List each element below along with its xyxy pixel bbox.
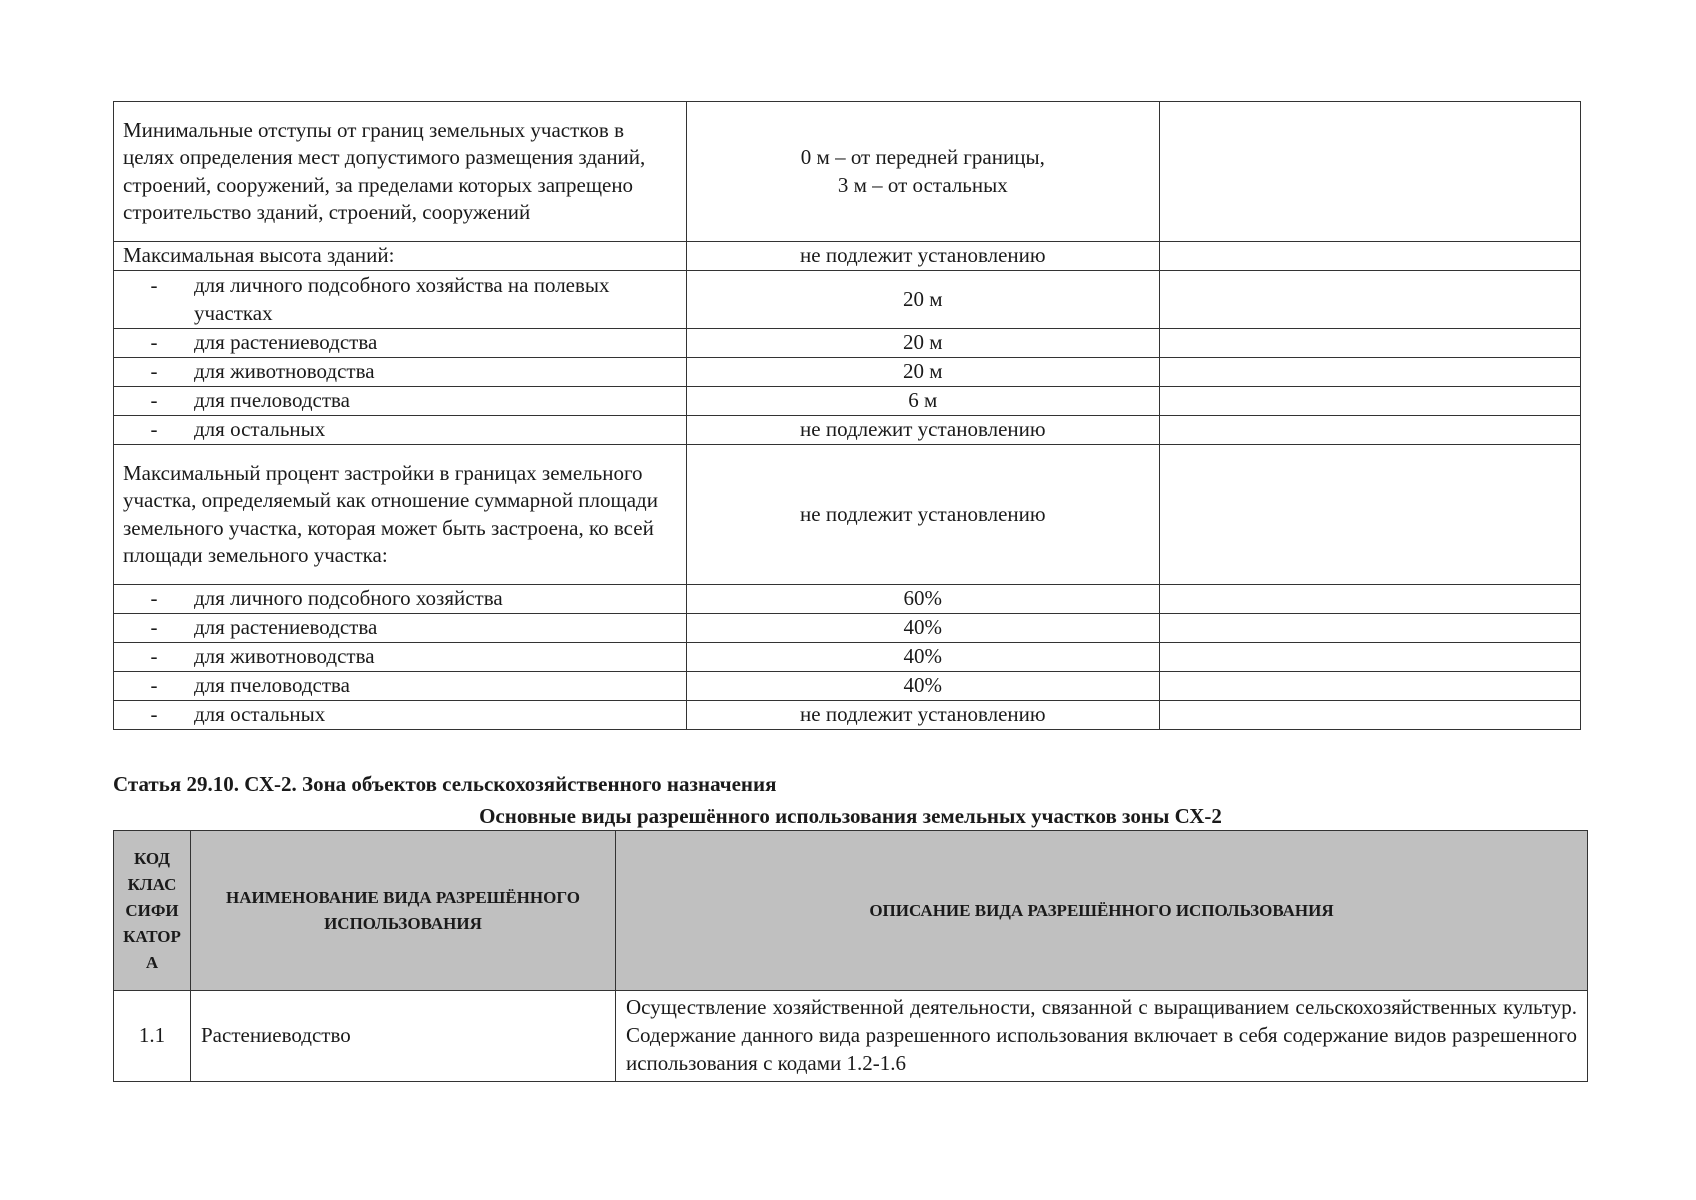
param-value: 20 м: [686, 271, 1159, 329]
param-name: [114, 614, 687, 643]
table-row: [114, 585, 1581, 614]
param-name: Максимальный процент застройки в границах земельного участка, определяемый как отношение суммарной площади земельного участка, которая может быть застроена, ко всей площади земельного участка:: [114, 445, 687, 585]
table-row: [114, 416, 1581, 445]
param-note: [1159, 672, 1580, 701]
param-name: [114, 358, 687, 387]
table-header-row: [114, 831, 1588, 991]
list-dash: -: [150, 673, 158, 698]
table-row: [114, 643, 1581, 672]
param-note: [1159, 416, 1580, 445]
param-sub-label: для животноводства: [194, 644, 375, 669]
param-note: [1159, 445, 1580, 585]
param-sub-label: для остальных: [194, 702, 326, 727]
param-name: [114, 271, 687, 329]
article-heading: Статья 29.10. СХ-2. Зона объектов сельскохозяйственного назначения: [113, 772, 777, 796]
param-value: 20 м: [686, 358, 1159, 387]
param-sub-label: для личного подсобного хозяйства на полевых участках: [194, 273, 610, 325]
classifier-code: 1.1: [114, 991, 191, 1082]
list-dash: -: [150, 417, 158, 442]
permitted-uses-table: [113, 830, 1588, 1082]
table-row: [114, 701, 1581, 730]
param-value: 60%: [686, 585, 1159, 614]
param-name: Максимальная высота зданий:: [114, 242, 687, 271]
param-value: не подлежит установлению: [686, 701, 1159, 730]
list-dash: -: [150, 644, 158, 669]
table-row: [114, 102, 1581, 242]
param-sub-label: для растениеводства: [194, 330, 378, 355]
param-note: [1159, 271, 1580, 329]
param-name: Минимальные отступы от границ земельных участков в целях определения мест допустимого размещения зданий, строений, сооружений, за пределами которых запрещено строительство зданий, строений, сооружений: [114, 102, 687, 242]
param-note: [1159, 358, 1580, 387]
param-value: 40%: [686, 643, 1159, 672]
param-name: [114, 643, 687, 672]
param-value-line: 0 м – от передней границы,: [800, 145, 1045, 169]
column-header-name: НАИМЕНОВАНИЕ ВИДА РАЗРЕШЁННОГО ИСПОЛЬЗОВАНИЯ: [191, 831, 616, 991]
param-note: [1159, 701, 1580, 730]
param-value: 40%: [686, 614, 1159, 643]
table-row: [114, 445, 1581, 585]
table-row: [114, 387, 1581, 416]
param-name: [114, 672, 687, 701]
param-sub-label: для растениеводства: [194, 615, 378, 640]
table-row: [114, 672, 1581, 701]
param-sub-label: для личного подсобного хозяйства: [194, 586, 503, 611]
column-header-description: ОПИСАНИЕ ВИДА РАЗРЕШЁННОГО ИСПОЛЬЗОВАНИЯ: [616, 831, 1588, 991]
table-row: [114, 358, 1581, 387]
param-note: [1159, 614, 1580, 643]
use-name: Растениеводство: [191, 991, 616, 1082]
list-dash: -: [150, 330, 158, 355]
param-name: [114, 585, 687, 614]
list-dash: -: [150, 388, 158, 413]
param-value: 40%: [686, 672, 1159, 701]
parameters-table: [113, 101, 1581, 730]
table-row: [114, 329, 1581, 358]
param-note: [1159, 643, 1580, 672]
param-value: 20 м: [686, 329, 1159, 358]
param-note: [1159, 329, 1580, 358]
list-dash: -: [150, 586, 158, 611]
list-dash: -: [150, 702, 158, 727]
param-note: [1159, 242, 1580, 271]
table-row: [114, 614, 1581, 643]
param-note: [1159, 387, 1580, 416]
param-value: [686, 102, 1159, 242]
param-name: [114, 329, 687, 358]
param-name: [114, 387, 687, 416]
param-sub-label: для остальных: [194, 417, 326, 442]
param-value: не подлежит установлению: [686, 445, 1159, 585]
param-note: [1159, 585, 1580, 614]
param-sub-label: для животноводства: [194, 359, 375, 384]
param-name: [114, 701, 687, 730]
param-note: [1159, 102, 1580, 242]
use-description: Осуществление хозяйственной деятельности, связанной с выращиванием сельскохозяйственных культур. Содержание данного вида разрешенного использования включает в себя содержание видов разрешенного использования с кодами 1.2-1.6: [616, 991, 1588, 1082]
table-caption: Основные виды разрешённого использования земельных участков зоны СХ-2: [479, 804, 1222, 828]
list-dash: -: [150, 615, 158, 640]
param-sub-label: для пчеловодства: [194, 673, 350, 698]
table-row: [114, 242, 1581, 271]
table-row: [114, 991, 1588, 1082]
list-dash: -: [150, 359, 158, 384]
table-row: [114, 271, 1581, 329]
param-value: 6 м: [686, 387, 1159, 416]
list-dash: -: [150, 273, 158, 297]
param-value: не подлежит установлению: [686, 242, 1159, 271]
column-header-code: КОД КЛАС СИФИ КАТОР А: [114, 831, 191, 991]
param-value-line: 3 м – от остальных: [837, 172, 1008, 197]
param-name: [114, 416, 687, 445]
param-value: не подлежит установлению: [686, 416, 1159, 445]
param-sub-label: для пчеловодства: [194, 388, 350, 413]
